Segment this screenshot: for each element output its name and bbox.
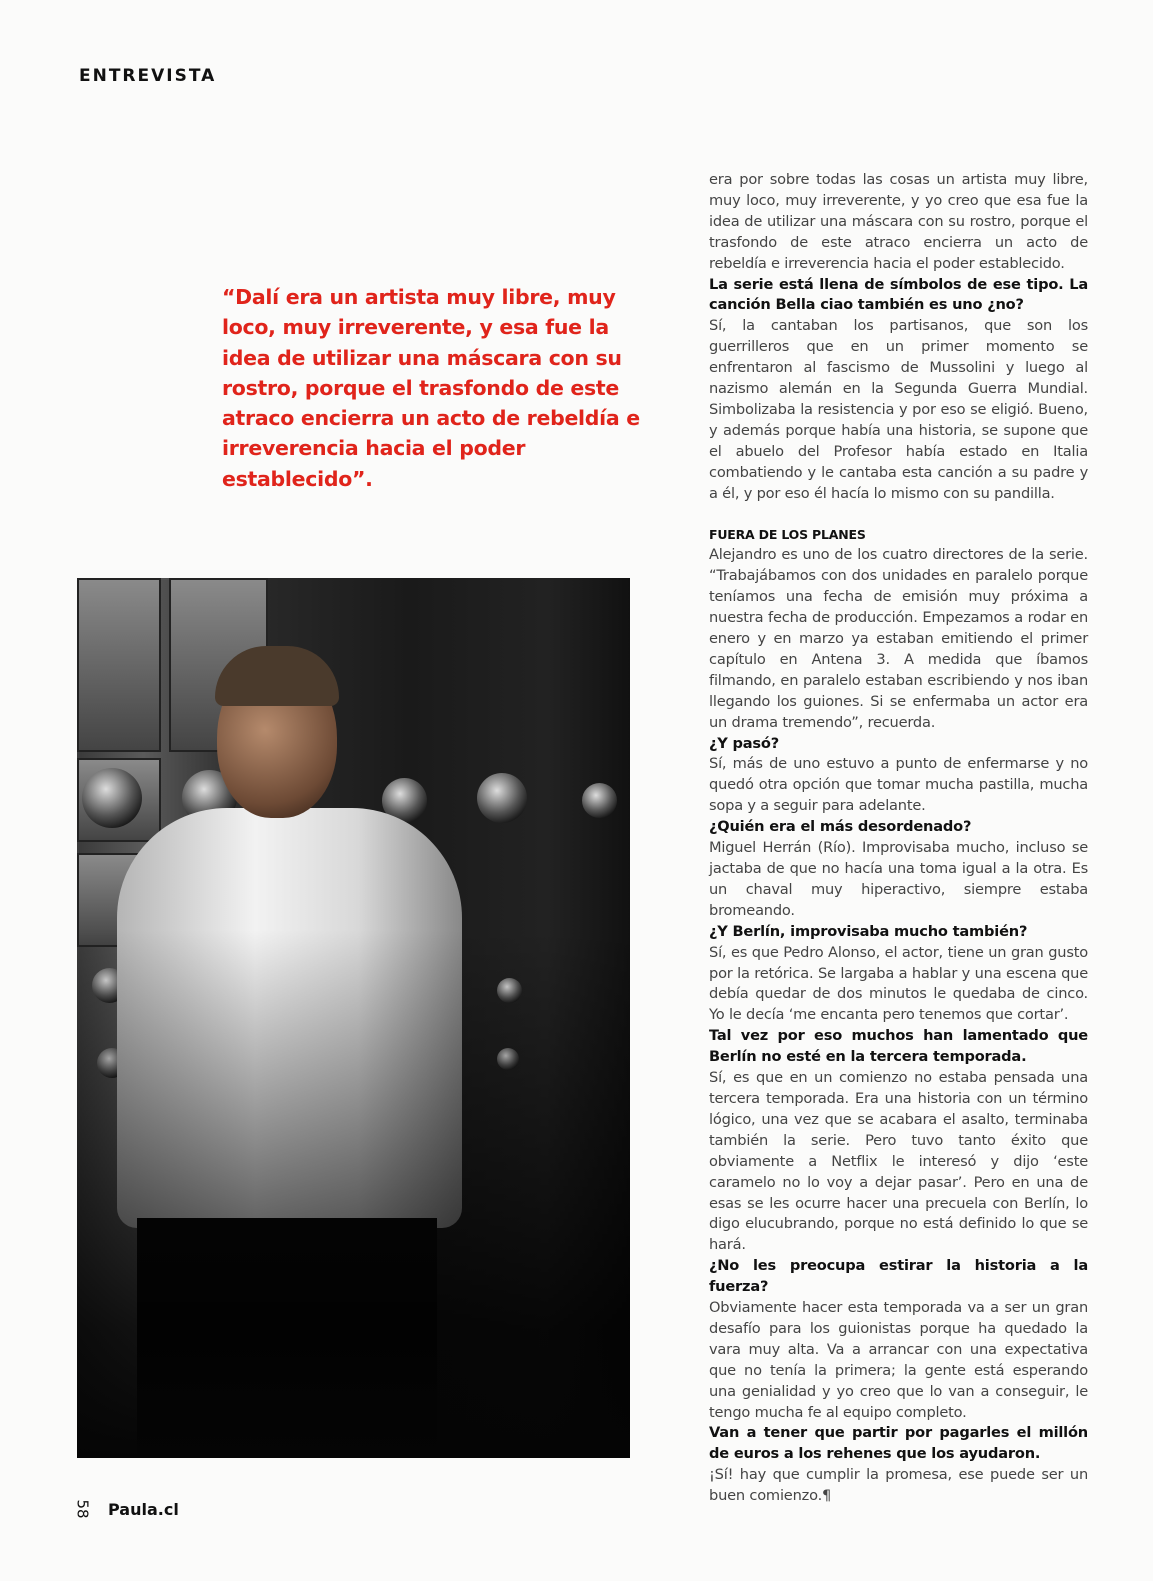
- interview-answer: Miguel Herrán (Río). Improvisaba mucho, incluso se jactaba de que no hacía una toma igual a la otra. Es un chaval muy hiperactivo, siempre estaba bromeando.: [709, 839, 1088, 919]
- interview-answer: era por sobre todas las cosas un artista muy libre, muy loco, muy irreverente, y yo creo que esa fue la idea de utilizar una máscara con su rostro, porque el trasfondo de este atraco encierra un acto de rebeldía e irreverencia hacia el poder establecido.: [709, 171, 1088, 272]
- interview-answer: Sí, la cantaban los partisanos, que son los guerrilleros que en un primer momento se enfrentaron al fascismo de Mussolini y luego al nazismo alemán en la Segunda Guerra Mundial. Simbolizaba la resistencia y por eso se eligió. Bueno, y además porque había una historia, se supone que el abuelo del Profesor había estado en Italia combatiendo y le cantaba esta canción a su padre y a él, y por eso él hacía lo mismo con su pandilla.: [709, 317, 1088, 502]
- interview-answer: Sí, es que Pedro Alonso, el actor, tiene un gran gusto por la retórica. Se largaba a hablar y una escena que debía quedar de dos minutos le quedaba de cinco. Yo le decía ‘me encanta pero tenemos que cortar’.: [709, 943, 1088, 1024]
- interview-question: ¿Y pasó?: [709, 734, 779, 752]
- article-body: [709, 170, 1088, 1507]
- interview-question: ¿No les preocupa estirar la historia a la fuerza?: [709, 1257, 1088, 1296]
- portrait-photo: [77, 578, 630, 1458]
- interview-question: La serie está llena de símbolos de ese tipo. La canción Bella ciao también es uno ¿no?: [709, 275, 1088, 314]
- interview-answer: Obviamente hacer esta temporada va a ser un gran desafío para los guionistas porque ha quedado la vara muy alta. Va a arrancar con una expectativa que no tenía la primera; la gente está esperando una genialidad y yo creo que lo van a conseguir, le tengo mucha fe al equipo completo.: [709, 1299, 1088, 1421]
- interview-answer: Alejandro es uno de los cuatro directores de la serie. “Trabajábamos con dos unidades en paralelo porque teníamos una fecha de emisión muy próxima a nuestra fecha de producción. Empezamos a rodar en enero y en marzo ya estaban emitiendo el primer capítulo en Antena 3. A medida que íbamos filmando, en paralelo estaban escribiendo y nos iban llegando los guiones. Si se enfermaba un actor era un drama tremendo”, recuerda.: [709, 546, 1088, 731]
- interview-question: Van a tener que partir por pagarles el millón de euros a los rehenes que los ayudaron.: [709, 1424, 1088, 1463]
- interview-answer: Sí, es que en un comienzo no estaba pensada una tercera temporada. Era una historia con un término lógico, una vez que se acabara el asalto, terminaba también la serie. Pero tuvo tanto éxito que obviamente a Netflix le interesó y dijo ‘este caramelo no lo voy a dejar pasar’. Pero en una de esas se les ocurre hacer una precuela con Berlín, lo digo elucubrando, porque no está definido lo que se hará.: [709, 1069, 1088, 1254]
- interview-question: ¿Quién era el más desordenado?: [709, 818, 972, 836]
- subheading: FUERA DE LOS PLANES: [709, 526, 866, 542]
- section-label: ENTREVISTA: [79, 66, 217, 86]
- page-number: 58: [73, 1499, 92, 1519]
- pull-quote: “Dalí era un artista muy libre, muy loco, muy irreverente, y esa fue la idea de utilizar una máscara con su rostro, porque el trasfondo de este atraco encierra un acto de rebeldía e irreverencia hacia el poder establecido”.: [222, 285, 640, 491]
- interview-answer: Sí, más de uno estuvo a punto de enfermarse y no quedó otra opción que tomar mucha pastilla, mucha sopa y a seguir para adelante.: [709, 755, 1088, 815]
- interview-answer: ¡Sí! hay que cumplir la promesa, ese puede ser un buen comienzo.¶: [709, 1466, 1088, 1505]
- interview-question: ¿Y Berlín, improvisaba mucho también?: [709, 922, 1028, 940]
- interview-question: Tal vez por eso muchos han lamentado que Berlín no esté en la tercera temporada.: [709, 1027, 1088, 1066]
- publication-brand: Paula.cl: [108, 1500, 179, 1519]
